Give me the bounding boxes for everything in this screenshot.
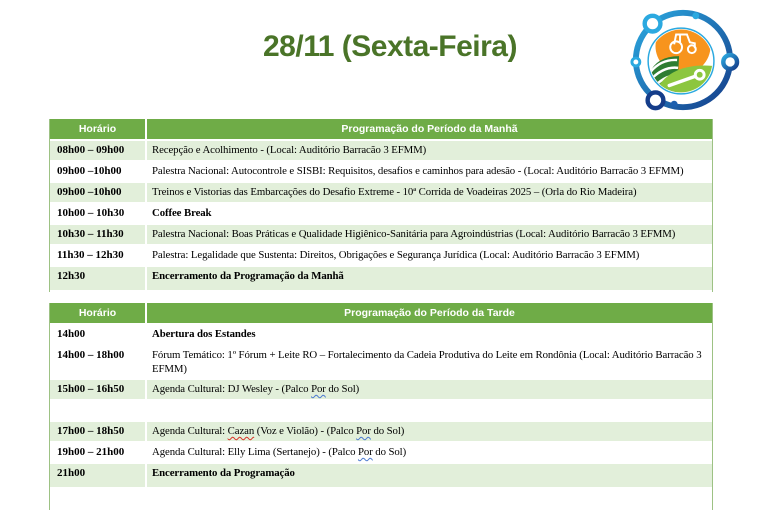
- description-text: Palestra: Legalidade que Sustenta: Direitos, Obrigações e Segurança Jurídica (Local: Auditório Barracão 3 EFMM): [152, 249, 640, 261]
- description-text: Recepção e Acolhimento - (Local: Auditório Barracão 3 EFMM): [152, 144, 427, 156]
- description-cell: [147, 489, 712, 508]
- description-text: Agenda Cultural: DJ Wesley - (Palco: [152, 383, 312, 395]
- schedule-row: [50, 325, 712, 344]
- description-text: Treinos e Vistorias das Embarcações do Desafio Extreme - 10ª Corrida de Voadeiras 2025 – (Orla do Rio Madeira): [152, 186, 637, 198]
- schedule-row: [50, 162, 712, 181]
- time-cell: 12h30: [50, 267, 145, 290]
- schedule-row: [50, 225, 712, 244]
- time-cell: 15h00 – 16h50: [50, 380, 145, 399]
- description-cell: [147, 162, 712, 181]
- description-text: Agenda Cultural: Elly Lima (Sertanejo) - (Palco: [152, 446, 358, 458]
- program-column-header: Programação do Período da Manhã: [147, 119, 712, 139]
- time-cell: 17h00 – 18h50: [50, 422, 145, 441]
- description-text: Agenda Cultural:: [152, 425, 228, 437]
- logo-node-icon: [632, 58, 640, 66]
- description-text: Palestra Nacional: Autocontrole e SISBI: Requisitos, desafios e caminhos para adesão - (Local: Auditório Barracão 3 EFMM): [152, 165, 684, 177]
- table-body: [50, 325, 712, 508]
- description-cell: [147, 325, 712, 344]
- description-cell: [147, 204, 712, 223]
- description-text: Coffee Break: [152, 207, 212, 219]
- time-cell: [50, 489, 145, 508]
- description-cell: [147, 464, 712, 487]
- schedule-row: [50, 267, 712, 290]
- grammar-underlined-word: Por: [311, 383, 326, 395]
- description-text: Abertura dos Estandes: [152, 328, 256, 340]
- time-cell: [50, 401, 145, 420]
- schedule-row: [50, 204, 712, 223]
- page-title: 28/11 (Sexta-Feira): [263, 30, 517, 63]
- schedule-row: [50, 464, 712, 487]
- logo-node-icon: [723, 55, 737, 69]
- description-cell: [147, 443, 712, 462]
- agro-tech-event-logo-icon: [617, 5, 749, 115]
- spellcheck-underlined-word: Cazan: [227, 425, 255, 437]
- description-text: do Sol): [372, 446, 407, 458]
- logo-node-icon: [648, 92, 664, 108]
- description-cell: [147, 422, 712, 441]
- description-text: Palestra Nacional: Boas Práticas e Qualidade Higiênico-Sanitária para Agroindústrias (Local: Auditório Barracão 3 EFMM): [152, 228, 676, 240]
- time-cell: 09h00 –10h00: [50, 183, 145, 202]
- description-text: Fórum Temático: 1º Fórum + Leite RO – Fortalecimento da Cadeia Produtiva do Leite em Rondônia (Local: Auditório Barracão 3 EFMM): [152, 349, 702, 375]
- time-cell: 10h30 – 11h30: [50, 225, 145, 244]
- description-cell: [147, 267, 712, 290]
- description-text: do Sol): [370, 425, 405, 437]
- time-cell: 10h00 – 10h30: [50, 204, 145, 223]
- description-cell: [147, 183, 712, 202]
- schedule-row: [50, 422, 712, 441]
- table-header-row: [50, 303, 712, 323]
- schedule-row: [50, 246, 712, 265]
- grammar-underlined-word: Por: [356, 425, 371, 437]
- time-cell: 19h00 – 21h00: [50, 443, 145, 462]
- description-text: Encerramento da Programação: [152, 467, 295, 479]
- logo-node-icon: [692, 12, 699, 19]
- description-cell: [147, 141, 712, 160]
- time-column-header: Horário: [50, 303, 145, 323]
- time-cell: 14h00: [50, 325, 145, 344]
- spacer-row: [50, 489, 712, 508]
- morning-schedule-table: [49, 119, 713, 292]
- description-cell: [147, 346, 712, 378]
- afternoon-schedule-table: [49, 303, 713, 510]
- logo-node-icon: [671, 101, 678, 108]
- logo-node-icon: [645, 16, 661, 32]
- grammar-underlined-word: Por: [357, 446, 373, 458]
- schedule-row: [50, 443, 712, 462]
- schedule-row: [50, 141, 712, 160]
- time-cell: 14h00 – 18h00: [50, 346, 145, 378]
- description-cell: [147, 380, 712, 399]
- schedule-row: [50, 183, 712, 202]
- program-column-header: Programação do Período da Tarde: [147, 303, 712, 323]
- description-cell: [147, 225, 712, 244]
- table-header-row: [50, 119, 712, 139]
- description-cell: [147, 401, 712, 420]
- description-cell: [147, 246, 712, 265]
- time-cell: 11h30 – 12h30: [50, 246, 145, 265]
- schedule-row: [50, 346, 712, 378]
- schedule-row: [50, 380, 712, 399]
- table-body: [50, 141, 712, 290]
- time-cell: 09h00 –10h00: [50, 162, 145, 181]
- description-text: do Sol): [325, 383, 360, 395]
- time-cell: 08h00 – 09h00: [50, 141, 145, 160]
- spacer-row: [50, 401, 712, 420]
- description-text: Encerramento da Programação da Manhã: [152, 270, 344, 282]
- description-text: (Voz e Violão) - (Palco: [254, 425, 357, 437]
- time-column-header: Horário: [50, 119, 145, 139]
- time-cell: 21h00: [50, 464, 145, 487]
